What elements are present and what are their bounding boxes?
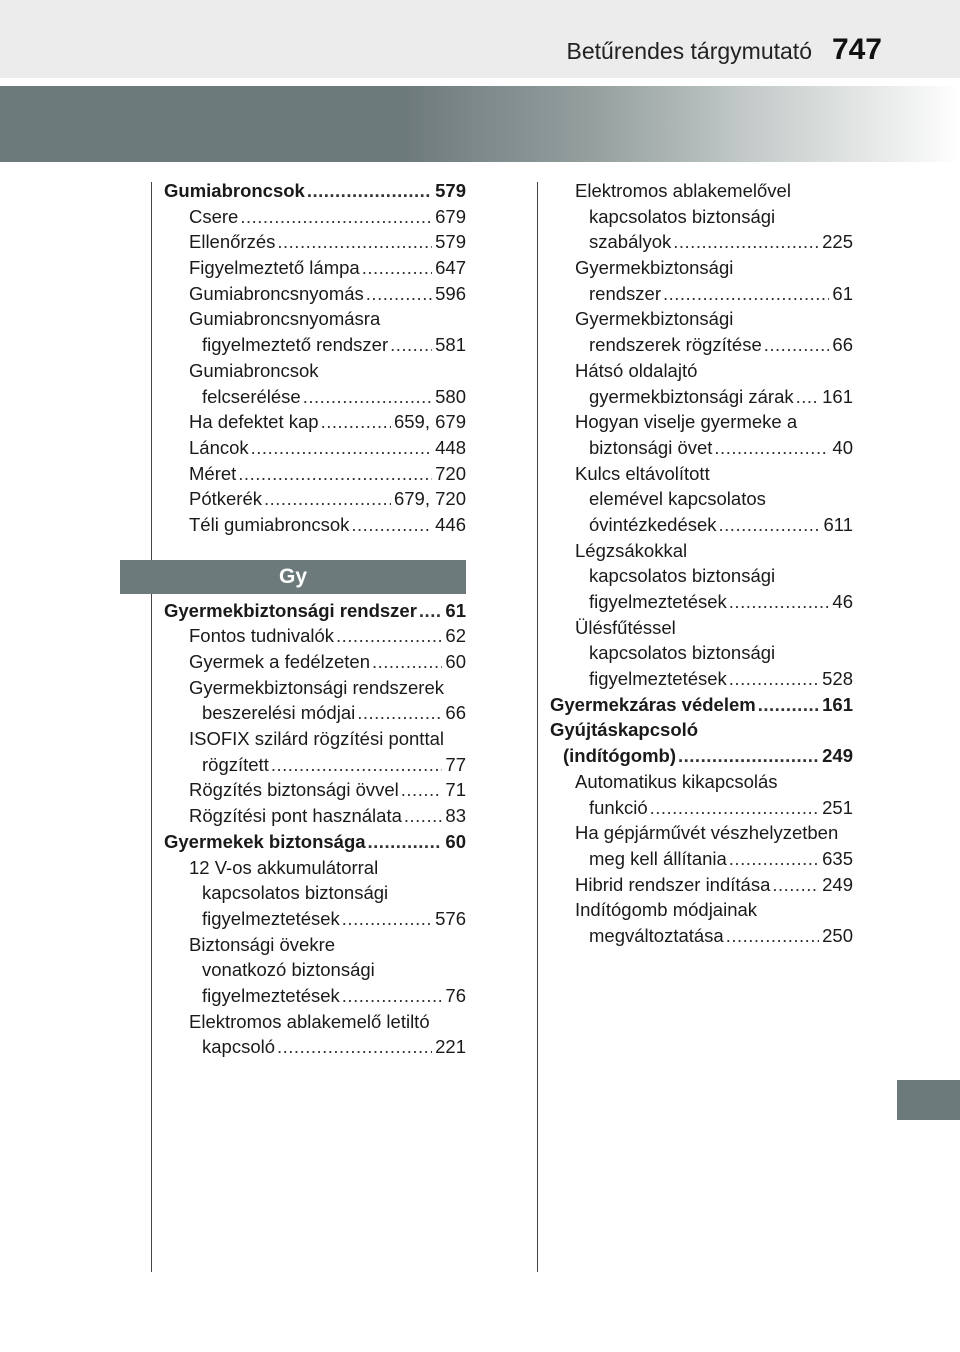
entry-page-ref[interactable]: 596 [435, 282, 466, 304]
entry-term: Gyermekzáras védelem [550, 693, 756, 715]
entry-term: rendszerek rögzítése [589, 334, 762, 356]
index-entry[interactable] [537, 692, 853, 718]
entry-page-ref[interactable]: 720 [435, 462, 466, 484]
entry-term: figyelmeztető rendszer [202, 334, 389, 356]
entry-term: Láncok [189, 436, 249, 458]
index-entry[interactable] [150, 649, 466, 675]
entry-page-ref[interactable]: 61 [832, 282, 853, 304]
index-entry[interactable] [150, 675, 466, 726]
entry-page-ref[interactable]: 251 [822, 796, 853, 818]
entry-page-ref[interactable]: 60 [445, 651, 466, 672]
leader-dots [726, 923, 819, 949]
entry-page-ref[interactable]: 66 [445, 702, 466, 724]
index-entry[interactable] [150, 829, 466, 855]
entry-term: elemével kapcsolatos [589, 488, 766, 510]
leader-dots [351, 512, 432, 538]
entry-term: Kulcs eltávolított [575, 462, 710, 484]
leader-dots [342, 983, 443, 1009]
index-entry[interactable] [150, 435, 466, 461]
header-strip [0, 0, 960, 78]
entry-page-ref[interactable]: 249 [822, 745, 853, 767]
leader-dots [277, 1034, 432, 1060]
entry-term: Gyermekbiztonsági [575, 257, 734, 279]
leader-dots [336, 623, 442, 649]
entry-page-ref[interactable]: 46 [832, 591, 853, 612]
entry-page-ref[interactable]: 647 [435, 257, 466, 279]
entry-term: rendszer [589, 282, 661, 304]
entry-term: Elektromos ablakemelővel [575, 180, 791, 201]
page-number: 747 [831, 33, 882, 66]
entry-term: biztonsági övet [589, 436, 713, 458]
entry-term: Hogyan viselje gyermeke a [575, 411, 798, 433]
index-list-gyermek [150, 598, 466, 1060]
index-entry[interactable] [537, 409, 853, 460]
leader-dots [729, 666, 819, 692]
leader-dots [251, 435, 432, 461]
entry-page-ref[interactable]: 448 [435, 436, 466, 458]
entry-page-ref[interactable]: 40 [832, 436, 853, 458]
entry-page-ref[interactable]: 659, 679 [393, 411, 466, 433]
index-entry[interactable] [537, 615, 853, 692]
entry-term: felcserélése [202, 385, 301, 407]
entry-term: Biztonsági övekre [189, 933, 336, 955]
entry-term: beszerelési módjai [202, 702, 356, 724]
entry-term: Automatikus kikapcsolás [575, 770, 778, 792]
entry-page-ref[interactable]: 679 [435, 205, 466, 227]
entry-term: Gyermek a fedélzeten [189, 651, 370, 672]
entry-page-ref[interactable]: 60 [445, 830, 466, 852]
leader-dots [390, 332, 432, 358]
index-entry[interactable] [150, 777, 466, 803]
entry-page-ref[interactable]: 250 [822, 924, 853, 946]
index-entry[interactable] [537, 461, 853, 538]
leader-dots [240, 204, 432, 230]
entry-term: figyelmeztetések [202, 907, 340, 929]
leader-dots [729, 589, 830, 615]
entry-term: kapcsolatos biztonsági [589, 205, 776, 227]
index-entry[interactable] [537, 306, 853, 357]
index-entry[interactable] [150, 178, 466, 204]
entry-term: Gyermekek biztonsága [164, 830, 366, 852]
thumb-index-tab[interactable] [897, 1080, 960, 1120]
entry-term: Hibrid rendszer indítása [575, 873, 771, 895]
entry-term: vonatkozó biztonsági [202, 959, 375, 981]
entry-page-ref[interactable]: 161 [822, 385, 853, 407]
index-entry[interactable] [537, 358, 853, 409]
entry-term: Figyelmeztető lámpa [189, 257, 360, 279]
leader-dots [678, 743, 819, 769]
index-entry[interactable] [150, 486, 466, 512]
header-title: Betűrendes tárgymutató [566, 38, 812, 64]
index-entry[interactable] [537, 538, 853, 615]
entry-term: rögzített [202, 753, 269, 775]
index-entry[interactable] [150, 1009, 466, 1060]
section-letter: Gy [278, 564, 307, 588]
entry-term: Elektromos ablakemelő letiltó [189, 1010, 430, 1032]
entry-page-ref[interactable]: 249 [822, 873, 853, 895]
entry-term: kapcsolatos biztonsági [589, 642, 776, 664]
leader-dots [673, 229, 819, 255]
entry-page-ref[interactable]: 579 [435, 231, 466, 253]
index-entry[interactable] [537, 178, 853, 255]
entry-page-ref[interactable]: 579 [435, 180, 466, 201]
entry-term: Gumiabroncsok [189, 359, 319, 381]
entry-term: Indítógomb módjainak [575, 899, 758, 921]
entry-page-ref[interactable]: 225 [822, 231, 853, 253]
leader-dots [303, 384, 432, 410]
index-entry[interactable] [537, 717, 853, 768]
entry-page-ref[interactable]: 580 [435, 385, 466, 407]
entry-term: (indítógomb) [563, 745, 677, 767]
section-letter-bar [120, 560, 466, 594]
entry-page-ref[interactable]: 161 [822, 693, 853, 715]
entry-term: funkció [589, 796, 648, 818]
index-entry[interactable] [150, 204, 466, 230]
leader-dots [238, 461, 432, 487]
entry-page-ref[interactable]: 66 [832, 334, 853, 356]
index-column-right [537, 178, 853, 949]
entry-term: Ellenőrzés [189, 231, 276, 253]
leader-dots [368, 829, 443, 855]
entry-term: kapcsoló [202, 1036, 276, 1058]
index-entry[interactable] [150, 229, 466, 255]
index-list-gumiabroncsok [150, 178, 466, 538]
entry-term: Rögzítési pont használata [189, 805, 402, 827]
leader-dots [772, 872, 819, 898]
entry-page-ref[interactable]: 635 [822, 847, 853, 869]
index-list-continued [537, 178, 853, 949]
entry-term: Téli gumiabroncsok [189, 513, 350, 535]
leader-dots [650, 795, 820, 821]
entry-term: Légzsákokkal [575, 539, 688, 561]
leader-dots [264, 486, 391, 512]
entry-term: 12 V-os akkumulátorral [189, 856, 379, 878]
index-entry[interactable] [150, 255, 466, 281]
entry-term: ISOFIX szilárd rögzítési ponttal [189, 728, 444, 750]
index-entry[interactable] [150, 461, 466, 487]
entry-page-ref[interactable]: 528 [822, 668, 853, 690]
leader-dots [729, 846, 819, 872]
index-entry[interactable] [150, 512, 466, 538]
index-column-left [150, 178, 466, 1060]
entry-term: Fontos tudnivalók [189, 625, 335, 647]
entry-term: meg kell állítania [589, 847, 727, 869]
entry-page-ref[interactable]: 77 [445, 753, 466, 775]
entry-page-ref[interactable]: 221 [435, 1036, 466, 1058]
entry-page-ref[interactable]: 83 [445, 805, 466, 827]
entry-page-ref[interactable]: 679, 720 [393, 488, 466, 510]
entry-page-ref[interactable]: 611 [823, 513, 853, 535]
entry-term: Gumiabroncsnyomásra [189, 308, 381, 330]
leader-dots [321, 409, 391, 435]
entry-page-ref[interactable]: 71 [445, 779, 466, 801]
leader-dots [307, 178, 432, 204]
leader-dots [714, 435, 829, 461]
entry-term: Rögzítés biztonsági övvel [189, 779, 399, 801]
leader-dots [796, 384, 820, 410]
entry-term: figyelmeztetések [589, 668, 727, 690]
entry-term: Hátsó oldalajtó [575, 359, 698, 381]
entry-term: óvintézkedések [589, 513, 717, 535]
entry-term: megváltoztatása [589, 924, 724, 946]
index-entry[interactable] [537, 820, 853, 871]
entry-term: szabályok [589, 231, 672, 253]
entry-term: Ha defektet kap [189, 411, 319, 433]
entry-term: Pótkerék [189, 488, 263, 510]
entry-term: Gyermekbiztonsági rendszerek [189, 676, 444, 698]
index-entry[interactable] [150, 932, 466, 1009]
entry-term: Ha gépjárművét vészhelyzetben [575, 822, 839, 844]
entry-term: figyelmeztetések [589, 591, 727, 612]
entry-term: gyermekbiztonsági zárak [589, 385, 794, 407]
entry-page-ref[interactable]: 576 [435, 907, 466, 929]
leader-dots [357, 700, 442, 726]
entry-term: Gumiabroncsok [164, 180, 305, 201]
entry-term: Gumiabroncsnyomás [189, 282, 364, 304]
leader-dots [372, 649, 442, 675]
leader-dots [764, 332, 830, 358]
leader-dots [277, 229, 432, 255]
leader-dots [401, 777, 443, 803]
entry-term: Gyújtáskapcsoló [550, 719, 699, 741]
leader-dots [342, 906, 432, 932]
index-entry[interactable] [537, 769, 853, 820]
chapter-banner [0, 86, 960, 162]
entry-page-ref[interactable]: 581 [435, 334, 466, 356]
leader-dots [271, 752, 443, 778]
index-entry[interactable] [150, 281, 466, 307]
entry-term: Ülésfűtéssel [575, 616, 676, 638]
index-entry[interactable] [150, 409, 466, 435]
leader-dots [663, 281, 829, 307]
entry-page-ref[interactable]: 446 [435, 513, 466, 535]
entry-page-ref[interactable]: 76 [445, 984, 466, 1006]
entry-term: kapcsolatos biztonsági [202, 882, 389, 904]
entry-term: Méret [189, 462, 237, 484]
entry-term: Csere [189, 205, 239, 227]
index-entry[interactable] [537, 872, 853, 898]
index-entry[interactable] [150, 726, 466, 777]
index-entry[interactable] [150, 598, 466, 624]
entry-term: Gyermekbiztonsági [575, 308, 734, 330]
index-entry[interactable] [150, 855, 466, 932]
index-entry[interactable] [150, 306, 466, 357]
entry-term: Gyermekbiztonsági rendszer [164, 599, 417, 621]
index-entry[interactable] [537, 255, 853, 306]
leader-dots [719, 512, 821, 538]
leader-dots [758, 692, 819, 718]
index-entry[interactable] [537, 897, 853, 948]
index-entry[interactable] [150, 803, 466, 829]
leader-dots [366, 281, 432, 307]
leader-dots [404, 803, 443, 829]
entry-page-ref[interactable]: 61 [445, 599, 466, 621]
leader-dots [419, 598, 443, 624]
entry-term: figyelmeztetések [202, 984, 340, 1006]
entry-term: kapcsolatos biztonsági [589, 565, 776, 587]
leader-dots [362, 255, 432, 281]
entry-page-ref[interactable]: 62 [445, 625, 466, 647]
index-entry[interactable] [150, 358, 466, 409]
index-entry[interactable] [150, 623, 466, 649]
